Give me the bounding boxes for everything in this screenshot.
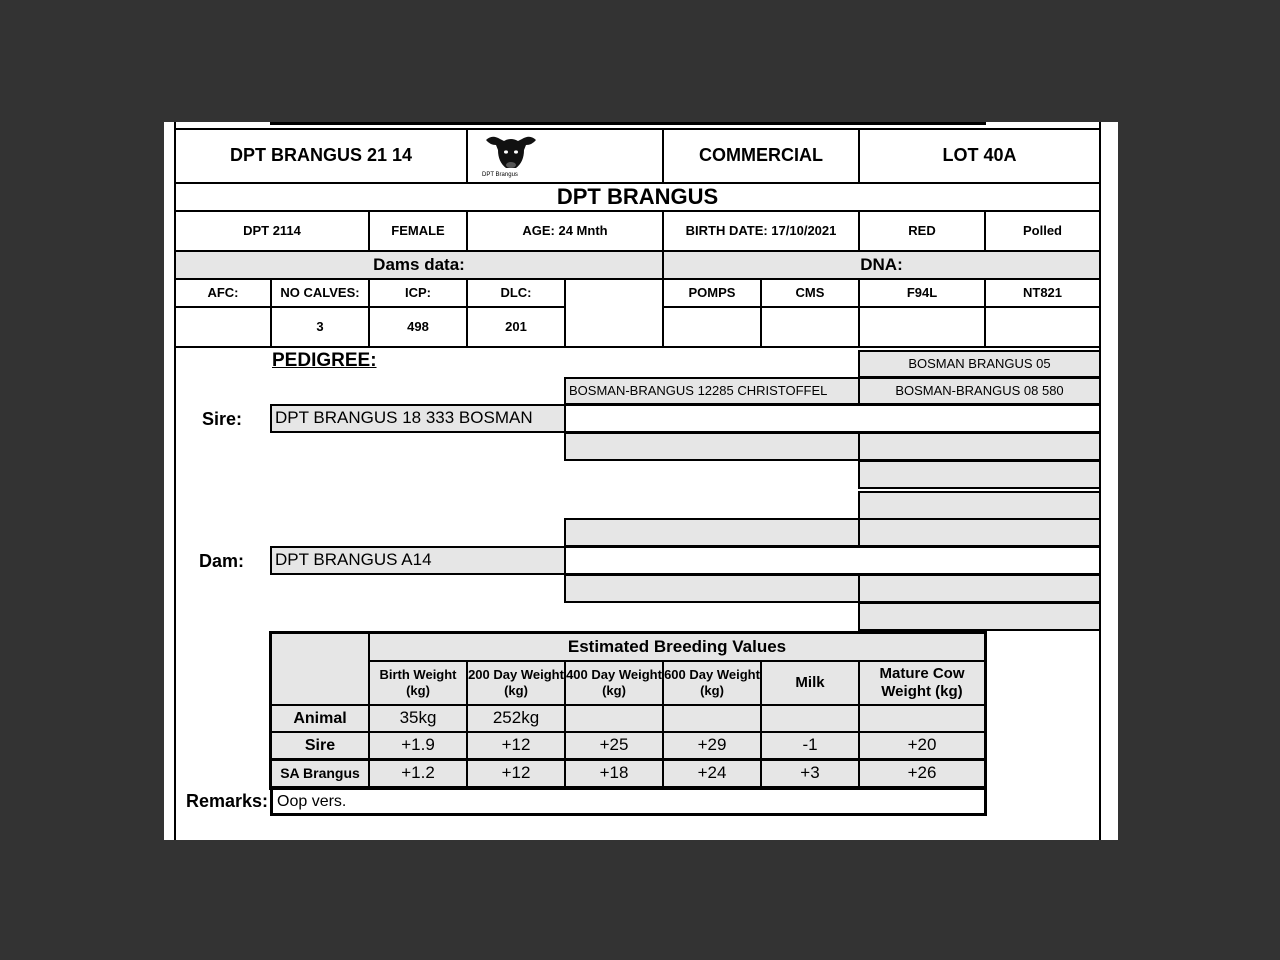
animal-sex: FEMALE: [368, 210, 468, 252]
ebv-row-label: Sire: [270, 731, 370, 760]
afc-value: [174, 306, 272, 348]
lot-number: LOT 40A: [858, 128, 1101, 184]
pomps-label: POMPS: [662, 278, 762, 308]
birth-date: BIRTH DATE: 17/10/2021: [662, 210, 860, 252]
nt821-value: [984, 306, 1101, 348]
icp-label: ICP:: [368, 278, 468, 308]
ebv-cell: +20: [858, 731, 986, 760]
ebv-cell: +3: [760, 759, 860, 788]
logo: [466, 128, 664, 184]
f94l-value: [858, 306, 986, 348]
dlc-value: 201: [466, 306, 566, 348]
lot-name: DPT BRANGUS 21 14: [174, 128, 468, 184]
dams-blank-cell: [564, 278, 664, 348]
ebv-row-label: SA Brangus: [270, 759, 370, 788]
ebv-row-label: Animal: [270, 704, 370, 733]
afc-label: AFC:: [174, 278, 272, 308]
sire-dam-box: [564, 432, 860, 461]
sire-sire: BOSMAN-BRANGUS 12285 CHRISTOFFEL: [564, 377, 860, 405]
pomps-value: [662, 306, 762, 348]
ebv-cell: +1.9: [368, 731, 468, 760]
dam-label: Dam:: [199, 551, 245, 571]
ebv-outline: [269, 631, 987, 790]
dna-title: DNA:: [662, 250, 1101, 280]
sire-sire-sire: BOSMAN BRANGUS 05: [858, 350, 1101, 378]
dam-row-blank: [564, 546, 1101, 575]
dam-sire-box: [564, 518, 860, 547]
ebv-col-milk: Milk: [760, 660, 860, 706]
remarks-label: Remarks:: [186, 791, 269, 811]
dam-sire-dam-box: [858, 518, 1101, 547]
top-rule: [270, 122, 986, 125]
dam-name: DPT BRANGUS A14: [270, 546, 566, 575]
icp-value: 498: [368, 306, 468, 348]
sire-dam-sire-box: [858, 432, 1101, 461]
dam-dam-box: [564, 574, 860, 603]
dam-dam-dam-box: [858, 602, 1101, 631]
ebv-col-200-day: 200 Day Weight (kg): [466, 660, 566, 706]
ebv-col-mature-cow: Mature Cow Weight (kg): [858, 660, 986, 706]
lot-sheet: [164, 122, 1118, 840]
ebv-col-birth-weight: Birth Weight (kg): [368, 660, 468, 706]
cms-value: [760, 306, 860, 348]
ebv-col-400-day: 400 Day Weight (kg): [564, 660, 664, 706]
cms-label: CMS: [760, 278, 860, 308]
bull-head-icon: [482, 132, 540, 174]
dam-sire-sire-box: [858, 491, 1101, 520]
pedigree-title: PEDIGREE:: [272, 350, 377, 371]
sire-row-blank: [564, 404, 1101, 433]
sire-name: DPT BRANGUS 18 333 BOSMAN: [270, 404, 566, 433]
category: COMMERCIAL: [662, 128, 860, 184]
dams-data-title: Dams data:: [174, 250, 664, 280]
nt821-label: NT821: [984, 278, 1101, 308]
no-calves-value: 3: [270, 306, 370, 348]
ebv-cell: +1.2: [368, 759, 468, 788]
dam-dam-sire-box: [858, 574, 1101, 603]
remarks-text: Oop vers.: [270, 787, 987, 816]
ebv-title: Estimated Breeding Values: [368, 632, 986, 662]
ebv-cell: +25: [564, 731, 664, 760]
ebv-cell: +24: [662, 759, 762, 788]
sire-sire-dam: BOSMAN-BRANGUS 08 580: [858, 377, 1101, 405]
breeder-title: DPT BRANGUS: [174, 182, 1101, 212]
ebv-cell: +12: [466, 759, 566, 788]
ebv-cell: -1: [760, 731, 860, 760]
f94l-label: F94L: [858, 278, 986, 308]
sire-dam-dam-box: [858, 460, 1101, 489]
ebv-cell: +26: [858, 759, 986, 788]
no-calves-label: NO CALVES:: [270, 278, 370, 308]
ebv-cell: 35kg: [368, 704, 468, 733]
ebv-cell: 252kg: [466, 704, 566, 733]
sire-label: Sire:: [202, 409, 243, 429]
left-border: [174, 346, 176, 840]
animal-age: AGE: 24 Mnth: [466, 210, 664, 252]
animal-id: DPT 2114: [174, 210, 370, 252]
horn-status: Polled: [984, 210, 1101, 252]
logo-text: DPT Brangus: [482, 172, 518, 179]
ebv-cell: +18: [564, 759, 664, 788]
ebv-cell: +12: [466, 731, 566, 760]
ebv-col-600-day: 600 Day Weight (kg): [662, 660, 762, 706]
animal-color: RED: [858, 210, 986, 252]
dlc-label: DLC:: [466, 278, 566, 308]
ebv-cell: +29: [662, 731, 762, 760]
